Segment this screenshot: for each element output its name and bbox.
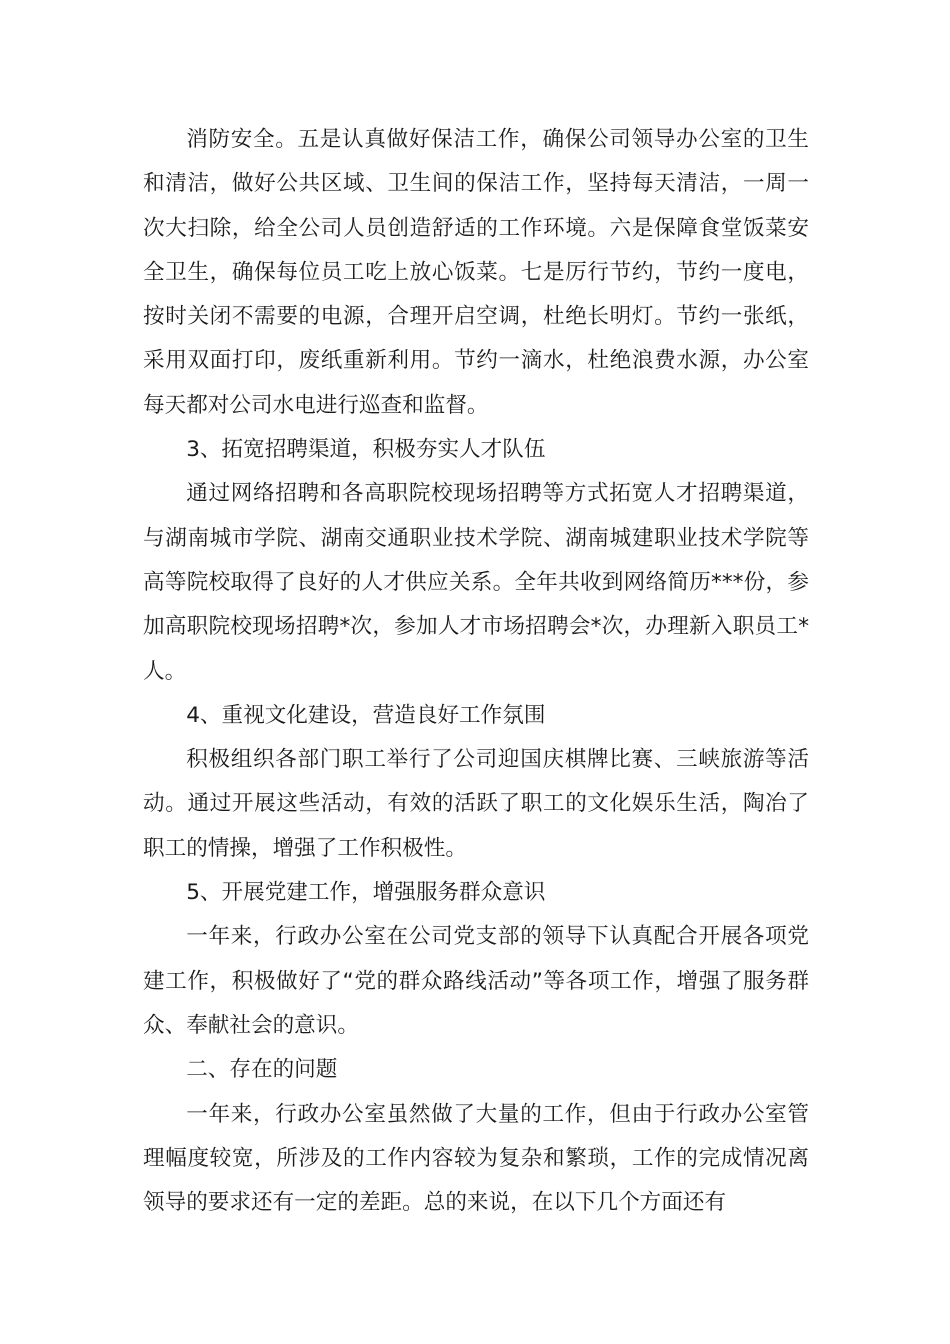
paragraph-recruitment: 通过网络招聘和各高职院校现场招聘等方式拓宽人才招聘渠道，与湖南城市学院、湖南交通职业技术学院、湖南城建职业技术学院等高等院校取得了良好的人才供应关系。全年共收到网络简历***份，参加高职院校现场招聘*次，参加人才市场招聘会*次，办理新入职员工*人。 bbox=[143, 481, 809, 684]
section-heading-party-building: 5、开展党建工作，增强服务群众意识 bbox=[186, 880, 546, 906]
paragraph-cleaning-safety: 消防安全。五是认真做好保洁工作，确保公司领导办公室的卫生和清洁，做好公共区域、卫生间的保洁工作，坚持每天清洁，一周一次大扫除，给全公司人员创造舒适的工作环境。六是保障食堂饭菜安全卫生，确保每位员工吃上放心饭菜。七是厉行节约，节约一度电，按时关闭不需要的电源，合理开启空调，杜绝长明灯。节约一张纸，采用双面打印，废纸重新利用。节约一滴水，杜绝浪费水源，办公室每天都对公司水电进行巡查和监督。 bbox=[143, 127, 809, 418]
paragraph-party-building: 一年来，行政办公室在公司党支部的领导下认真配合开展各项党建工作，积极做好了“党的群众路线活动”等各项工作，增强了服务群众、奉献社会的意识。 bbox=[143, 924, 809, 1038]
paragraph-culture: 积极组织各部门职工举行了公司迎国庆棋牌比赛、三峡旅游等活动。通过开展这些活动，有效的活跃了职工的文化娱乐生活，陶冶了职工的情操，增强了工作积极性。 bbox=[143, 747, 809, 861]
section-heading-recruitment: 3、拓宽招聘渠道，积极夯实人才队伍 bbox=[186, 437, 546, 463]
document-page bbox=[143, 118, 809, 1225]
section-heading-culture: 4、重视文化建设，营造良好工作氛围 bbox=[186, 702, 546, 728]
section-heading-problems: 二、存在的问题 bbox=[186, 1057, 338, 1083]
paragraph-problems: 一年来，行政办公室虽然做了大量的工作，但由于行政办公室管理幅度较宽，所涉及的工作内容较为复杂和繁琐，工作的完成情况离领导的要求还有一定的差距。总的来说，在以下几个方面还有 bbox=[143, 1101, 809, 1216]
